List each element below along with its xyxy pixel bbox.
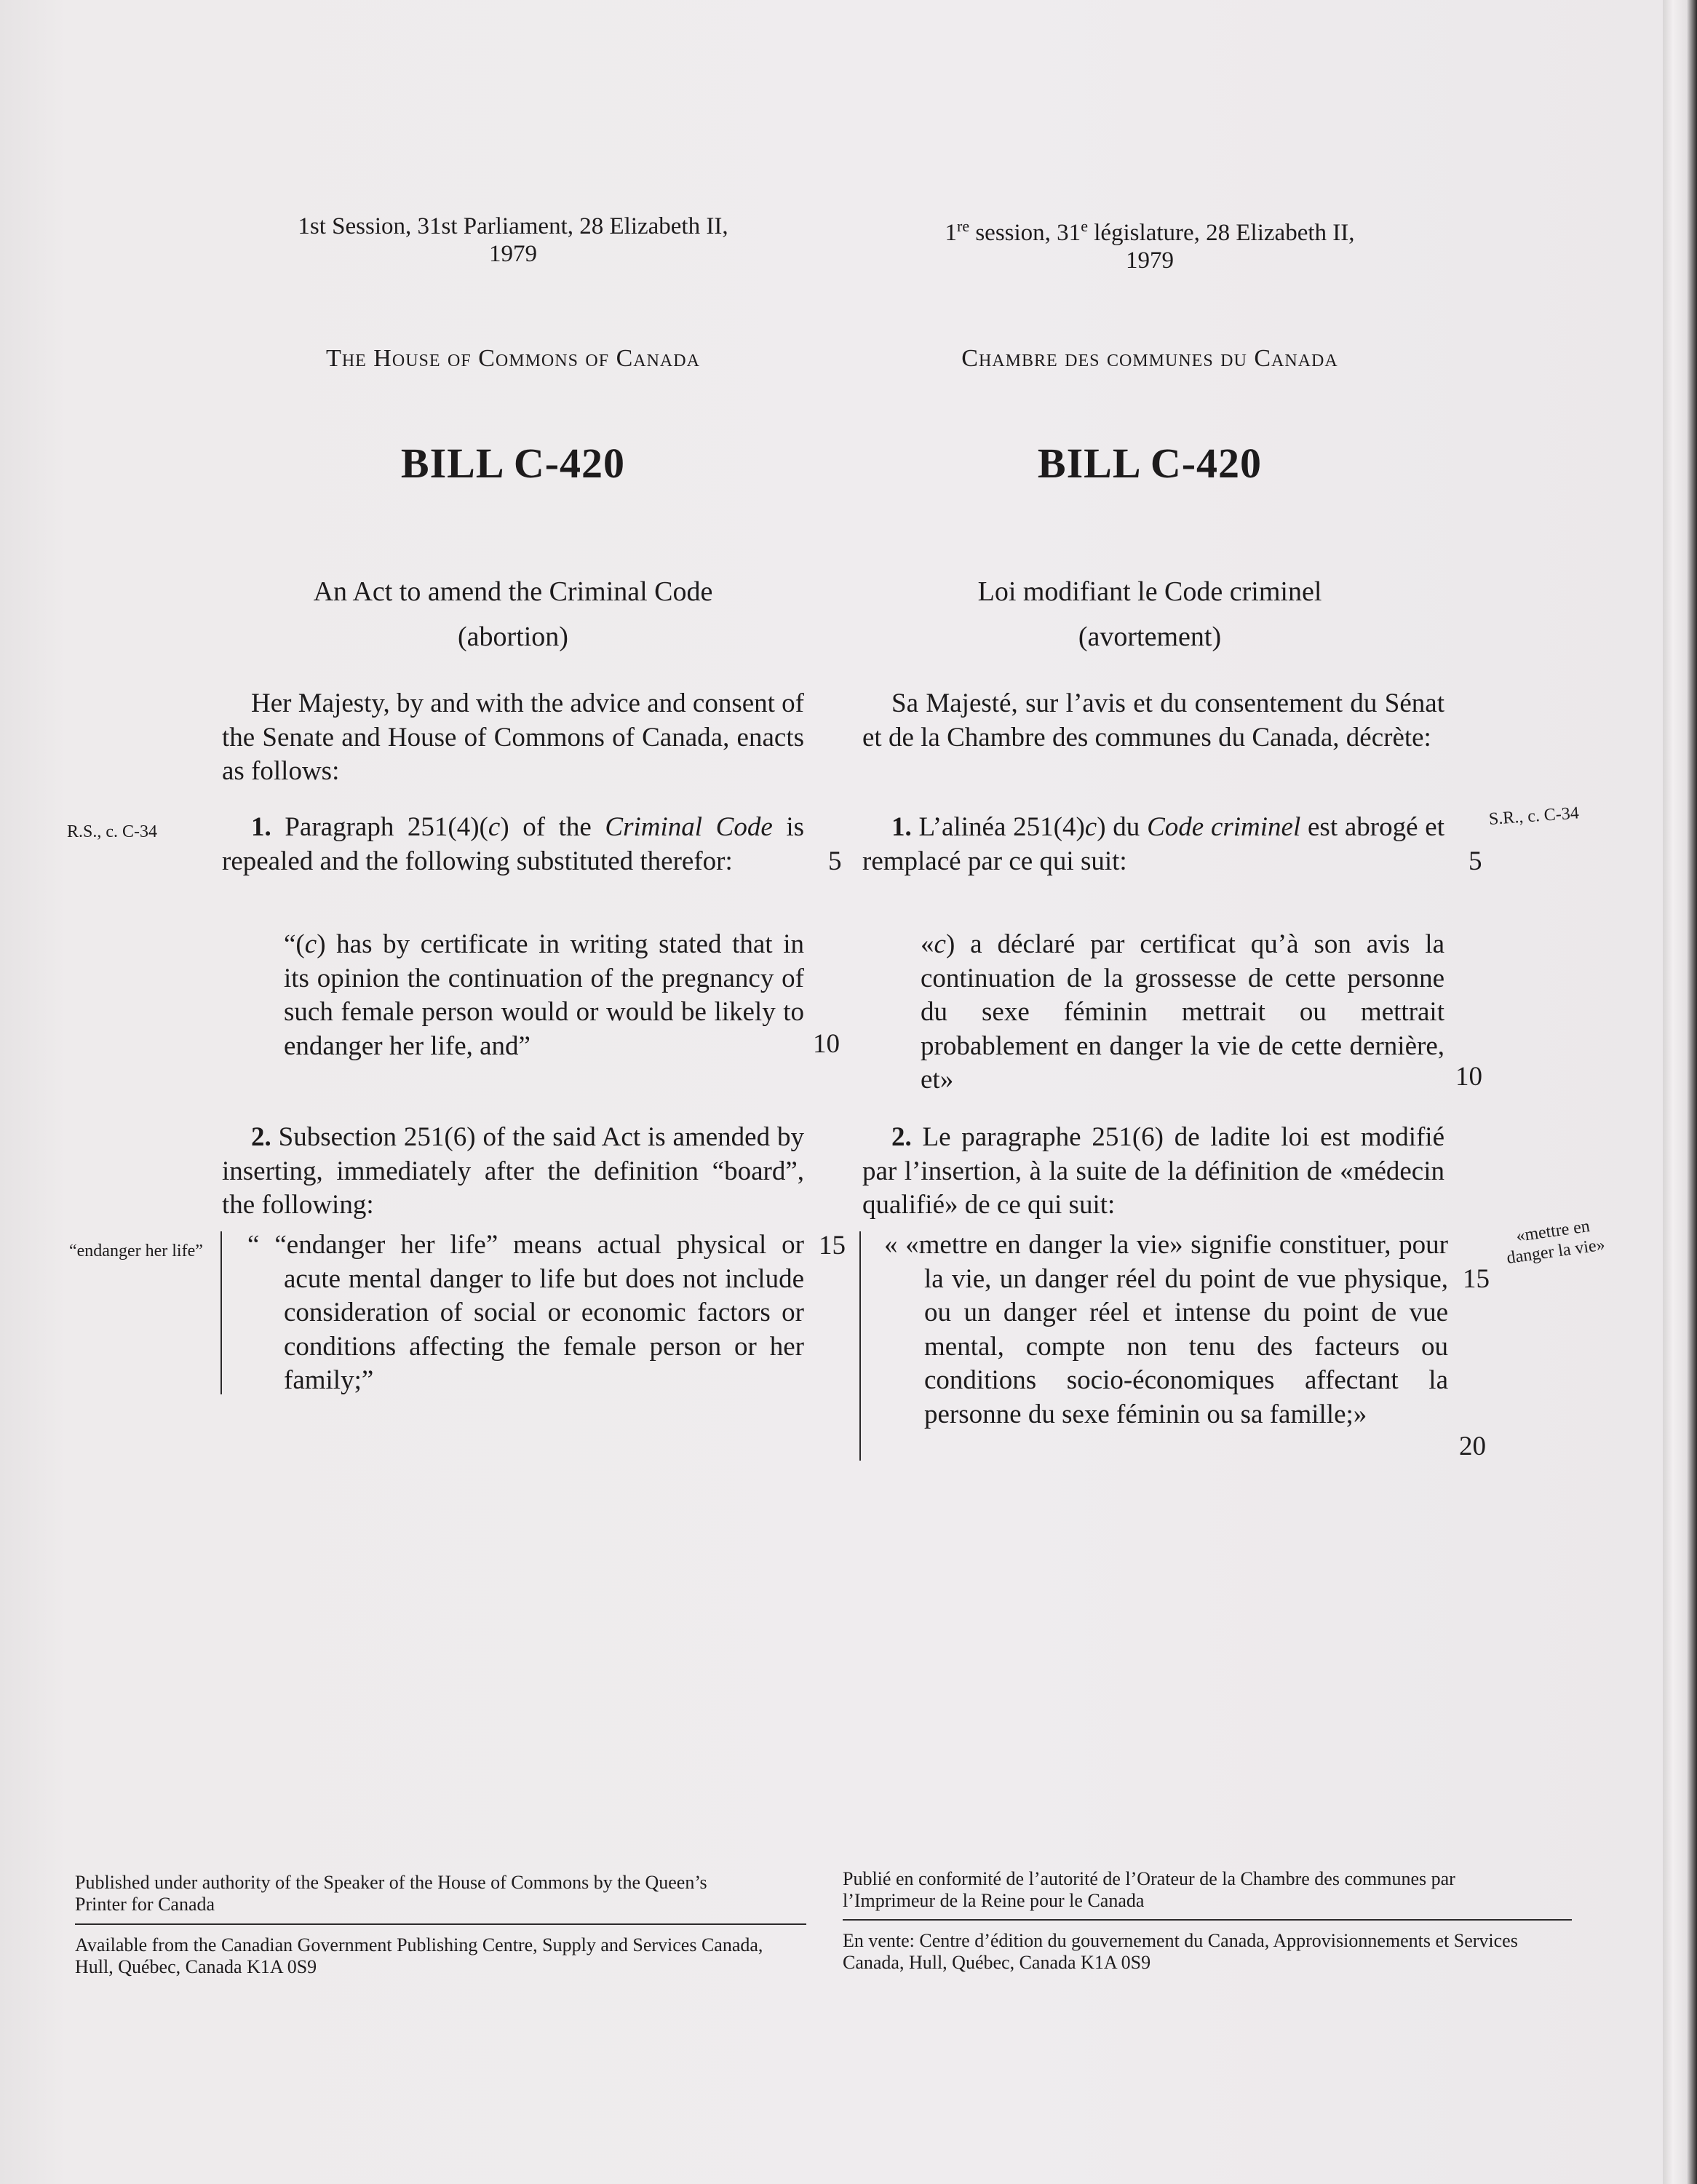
footer-rule-en bbox=[75, 1923, 806, 1925]
session-line1: 1st Session, 31st Parliament, 28 Elizabeth II, bbox=[298, 213, 728, 239]
quote-mark: « bbox=[921, 929, 934, 959]
session-text: législature, 28 Elizabeth II, bbox=[1087, 220, 1355, 246]
paragraph-letter: c bbox=[934, 929, 946, 959]
section-text: is repealed and the following substituted therefor: bbox=[222, 812, 805, 876]
section-text: ) of the bbox=[500, 812, 605, 842]
house-heading-fr: Chambre des communes du Canada bbox=[961, 345, 1338, 372]
quote-mark: “( bbox=[284, 929, 305, 959]
enacting-clause-en: Her Majesty, by and with the advice and consent of the Senate and House of Commons of Canada, enacts as follows: bbox=[222, 688, 804, 786]
session-text: session, 31 bbox=[969, 220, 1081, 246]
section-text: Subsection 251(6) of the said Act is amended by inserting, immediately after the definition “board”, the following: bbox=[222, 1122, 804, 1220]
act-title-line2: (avortement) bbox=[1078, 622, 1222, 652]
line-number-20-fr: 20 bbox=[1459, 1431, 1486, 1461]
act-title-line1: Loi modifiant le Code criminel bbox=[977, 576, 1322, 607]
paragraph-letter: c bbox=[488, 812, 501, 842]
line-number-15-fr: 15 bbox=[1463, 1264, 1490, 1294]
quote-text: ) a déclaré par certificat qu’à son avis la continuation de la grossesse de cette personne du sexe féminin mettrait ou mettrait probablement en danger la vie de cette dernière, et» bbox=[921, 929, 1444, 1095]
section-text: Paragraph 251(4)( bbox=[285, 812, 488, 842]
session-heading-fr bbox=[859, 213, 1441, 274]
superscript: e bbox=[1081, 217, 1088, 235]
section-1-quote-en bbox=[284, 928, 804, 1063]
line-number-15-en: 15 bbox=[819, 1231, 846, 1260]
section-text: Le paragraphe 251(6) de ladite loi est modifié par l’insertion, à la suite de la définition de «médecin qualifié» de ce qui suit: bbox=[862, 1122, 1445, 1220]
footer-published-en: Published under authority of the Speaker of the House of Commons by the Queen’s Printer for Canada bbox=[75, 1872, 707, 1915]
section-text: ) du bbox=[1097, 812, 1148, 842]
line-number-10-en: 10 bbox=[813, 1029, 840, 1059]
section-2-quote-en: “ “endanger her life” means actual physical or acute mental danger to life but does not include consideration of social or economic factors or conditions affecting the female person or her family;” bbox=[247, 1230, 804, 1395]
bill-number-fr: BILL C-420 bbox=[1037, 440, 1263, 487]
paragraph-letter: c bbox=[1084, 812, 1097, 842]
section-text: est abrogé et remplacé par ce qui suit: bbox=[862, 812, 1445, 876]
footer-available-fr: En vente: Centre d’édition du gouvernement du Canada, Approvisionnements et Services Canada, Hull, Québec, Canada K1A 0S9 bbox=[843, 1930, 1518, 1973]
sidenote-rs-c34: R.S., c. C-34 bbox=[67, 822, 158, 841]
line-number-5-en: 5 bbox=[828, 846, 842, 876]
section-number: 1. bbox=[891, 812, 912, 842]
footer-available-en: Available from the Canadian Government Publishing Centre, Supply and Services Canada, Hull, Québec, Canada K1A 0S9 bbox=[75, 1934, 763, 1977]
section-2-fr bbox=[862, 1121, 1444, 1223]
amendment-bar-fr bbox=[859, 1231, 861, 1461]
section-2-en bbox=[222, 1121, 804, 1223]
section-2-quote-fr: « «mettre en danger la vie» signifie constituer, pour la vie, un danger réel du point de vue physique, ou un danger réel et intense du point de vue mental, compte non tenu des facteurs ou conditions socio-économiques affectant la personne du sexe féminin ou sa famille;» bbox=[884, 1230, 1448, 1429]
footer-published-fr: Publié en conformité de l’autorité de l’Orateur de la Chambre des communes par l’Imprimeur de la Reine pour le Canada bbox=[843, 1868, 1455, 1911]
page-binding-edge bbox=[1663, 0, 1697, 2184]
session-line2: 1979 bbox=[1126, 247, 1174, 274]
section-number: 2. bbox=[251, 1122, 271, 1152]
house-heading-en: The House of Commons of Canada bbox=[326, 345, 700, 372]
section-number: 1. bbox=[251, 812, 271, 842]
section-1-quote-fr bbox=[921, 928, 1444, 1097]
session-line2: 1979 bbox=[489, 241, 537, 267]
section-1-en bbox=[222, 811, 804, 878]
superscript: re bbox=[957, 217, 970, 235]
section-1-fr bbox=[862, 811, 1444, 878]
amendment-bar-en bbox=[220, 1231, 222, 1394]
code-name: Code criminel bbox=[1147, 812, 1301, 842]
code-name: Criminal Code bbox=[605, 812, 773, 842]
paragraph-letter: c bbox=[304, 929, 317, 959]
footer-rule-fr bbox=[843, 1919, 1572, 1921]
sidenote-sr-c34: S.R., c. C-34 bbox=[1488, 803, 1580, 829]
line-number-10-fr: 10 bbox=[1455, 1062, 1482, 1092]
enacting-clause-fr: Sa Majesté, sur l’avis et du consentement du Sénat et de la Chambre des communes du Canada, décrète: bbox=[862, 688, 1444, 753]
sidenote-mettre-en-danger: «mettre en danger la vie» bbox=[1505, 1217, 1607, 1268]
sidenote-endanger-her-life: “endanger her life” bbox=[69, 1242, 203, 1260]
act-title-en bbox=[222, 569, 804, 659]
act-title-fr bbox=[859, 569, 1441, 659]
line-number-5-fr: 5 bbox=[1469, 846, 1482, 876]
section-text: L’alinéa 251(4) bbox=[918, 812, 1085, 842]
quote-text: ) has by certificate in writing stated that in its opinion the continuation of the pregnancy of such female person would or would be likely to endanger her life, and” bbox=[284, 929, 804, 1061]
act-title-line2: (abortion) bbox=[458, 622, 568, 652]
session-line1 bbox=[859, 213, 1441, 247]
bill-number-en: BILL C-420 bbox=[400, 440, 626, 487]
section-number: 2. bbox=[891, 1122, 912, 1152]
act-title-line1: An Act to amend the Criminal Code bbox=[313, 576, 713, 607]
session-text: 1 bbox=[945, 220, 957, 246]
session-heading-en bbox=[222, 213, 804, 268]
